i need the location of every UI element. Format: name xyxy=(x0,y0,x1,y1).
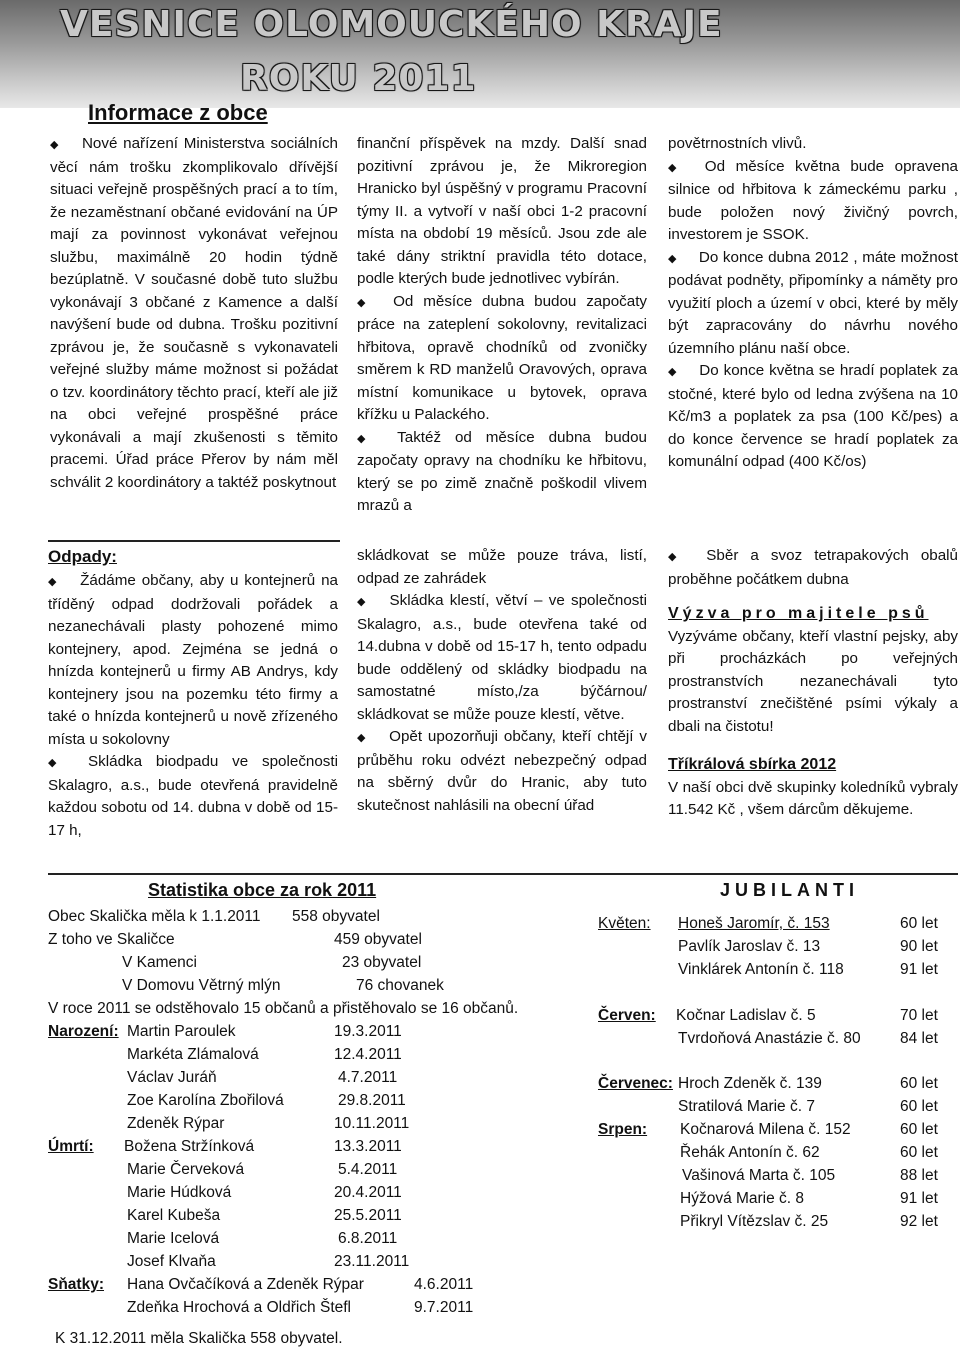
jubilee-age: 60 let xyxy=(900,1144,938,1161)
deaths-name: Božena Stržínková xyxy=(124,1138,255,1155)
info-paragraph-7: ◆ Do konce dubna 2012 , máte možnost podávat podněty, připomínky a náměty pro využití ploch a území v obci, které by měly být zapracovány do návrhu nového územního plánu naší obce. xyxy=(668,248,958,357)
jubilee-month: Květen: xyxy=(598,915,651,932)
jubilee-age: 90 let xyxy=(900,938,938,955)
bullet-icon: ◆ xyxy=(48,757,67,769)
page-title: VESNICE OLOMOUCKÉHO KRAJE xyxy=(60,4,723,45)
odpady-col-2 xyxy=(357,545,647,865)
jubilee-name: Kočnarová Milena č. 152 xyxy=(680,1121,851,1138)
weddings-date: 4.6.2011 xyxy=(414,1276,474,1293)
jubilee-age: 88 let xyxy=(900,1167,938,1184)
deaths-date: 5.4.2011 xyxy=(338,1161,398,1178)
jubilee-name: Přikryl Vítězslav č. 25 xyxy=(680,1213,829,1230)
jubilee-name: Pavlík Jaroslav č. 13 xyxy=(678,938,821,955)
jubilee-month: Srpen: xyxy=(598,1121,648,1138)
weddings-date: 9.7.2011 xyxy=(414,1299,474,1316)
jubilee-month: Červenec: xyxy=(598,1075,673,1092)
deaths-date: 25.5.2011 xyxy=(334,1207,402,1224)
stats-line: V Kamenci xyxy=(122,954,197,971)
bullet-icon: ◆ xyxy=(50,139,60,151)
info-paragraph-1: ◆ Nové nařízení Ministerstva sociálních věcí nám trošku zkomplikovalo dřívější situaci veřejně prospěšných prací a to tím, že nezaměstnaní občané evidování na ÚP mají za povinnost vykonávat veřejnou službu, maximálně 20 hodin týdně bezúplatně. V současné době tuto službu vykonávají 3 občané z Kamence a další navýšení bude od dubna. Trošku pozitivní zprávou je, že současně s vykonavateli veřejné služby máme možnost si požádat o tzv. koordinátory těchto prací, kteří ale již na obci veřejné prospěšné práce vykonávali a mají zkušenosti s těmito pracemi. Úřad práce Přerov by nám měl schválit 2 koordinátory a taktéž poskytnout xyxy=(50,135,338,491)
births-name: Václav Juráň xyxy=(127,1069,217,1086)
deaths-name: Karel Kubeša xyxy=(127,1207,221,1224)
jubilee-age: 91 let xyxy=(900,961,938,978)
info-paragraph-4: ◆ Taktéž od měsíce dubna budou započaty opravy na chodníku ke hřbitovu, který se po zimě značně poškodil vlivem mrazů a xyxy=(357,428,647,514)
dogs-paragraph: Vyzýváme občany, kteří vlastní pejsky, aby při procházkách po veřejných prostranstvích nezanechávali tyto prostranství znečištěné psími výkaly a dbali na čistotu! xyxy=(668,627,958,735)
stats-line: V Domovu Větrný mlýn xyxy=(122,977,281,994)
info-paragraph-3: ◆ Od měsíce dubna budou započaty práce na zateplení sokolovny, revitalizaci hřbitova, opravě chodníků od zvoničky směrem k RD manželů Oravových, oprava místní komunikace u bytovek, oprava křížku u Palackého. xyxy=(357,292,648,423)
weddings-name: Zdeňka Hrochová a Oldřich Štefl xyxy=(127,1299,351,1316)
page-subtitle: ROKU 2011 xyxy=(240,58,477,99)
bullet-icon: ◆ xyxy=(357,596,368,608)
deaths-date: 20.4.2011 xyxy=(334,1184,402,1201)
stats-value: 23 obyvatel xyxy=(342,954,422,971)
jubilee-age: 92 let xyxy=(900,1213,938,1230)
info-paragraph-6: ◆ Od měsíce května bude opravena silnice od hřbitova k zámeckému parku , bude položen nový živičný povrch, investorem je SSOK. xyxy=(668,157,958,243)
divider xyxy=(48,873,958,875)
jubilee-age: 84 let xyxy=(900,1030,938,1047)
odpady-paragraph-1: ◆ Žádáme občany, aby u kontejnerů na tříděný odpad dodržovali pořádek a nezanechávali plasty pohozené mimo kontejnery, apod. Zejména se jedná o hnízda kontejnerů u firmy AB Andrys, kdy kontejnery jsou na pozemku této firmy a také o hnízda kontejnerů u nově zřízeného místa u sokolovny xyxy=(48,572,338,748)
births-name: Markéta Zlámalová xyxy=(127,1046,259,1063)
info-paragraph-2: finanční příspěvek na mzdy. Další snad pozitivní zprávou je, že Mikroregion Hranicko byl úspěšný v programu Pracovní týmy II. a vytvoří v naší obci 1-2 pracovní místa na období 19 měsíců. Jsou zde ale také dány striktní pravidla této dotace, podle kterých bude jednotlivec vybírán. xyxy=(357,135,647,287)
odpady-col-3 xyxy=(668,545,958,875)
jubilee-age: 60 let xyxy=(900,1075,938,1092)
jubilee-name: Vinklárek Antonín č. 118 xyxy=(678,961,844,978)
stats-value: 558 obyvatel xyxy=(292,908,380,925)
info-paragraph-5: povětrnostních vlivů. xyxy=(668,135,807,152)
odpady-paragraph-4: ◆ Skládka klestí, větví – ve společnosti Skalagro, a.s., bude otevřena také od 14.dubna v době od 15-17 h, tento odpadu bude oddělený od skládky biodpadu na samostatné místo,/za býčárnou/ skládkovat se může pouze klestí, větve. xyxy=(357,592,647,723)
births-date: 29.8.2011 xyxy=(338,1092,406,1109)
stats-line: Z toho ve Skaličce xyxy=(48,931,175,948)
odpady-col-1 xyxy=(48,570,338,870)
bullet-icon: ◆ xyxy=(48,576,59,588)
births-date: 19.3.2011 xyxy=(334,1023,402,1040)
deaths-name: Marie Červeková xyxy=(127,1161,245,1178)
jubilee-name: Honeš Jaromír, č. 153 xyxy=(678,915,830,932)
info-title: Informace z obce xyxy=(88,100,268,125)
births-label: Narození: xyxy=(48,1023,119,1040)
collection-title: Tříkrálová sbírka 2012 xyxy=(668,756,837,773)
odpady-paragraph-2: ◆ Skládka biodpadu ve společnosti Skalagro, a.s., bude otevřená pravidelně každou sobotu od 14. dubna v době od 15-17 h, xyxy=(48,753,338,839)
jubilee-name: Vašinová Marta č. 105 xyxy=(682,1167,836,1184)
jubilee-age: 91 let xyxy=(900,1190,938,1207)
deaths-date: 23.11.2011 xyxy=(334,1253,410,1270)
stats-value: 76 chovanek xyxy=(356,977,444,994)
odpady-paragraph-5: ◆ Opět upozorňuji občany, kteří chtějí v průběhu roku odvézt nebezpečný odpad na sběrný dvůr do Hranic, aby tuto skutečnost nahlásili na obecní úřad xyxy=(357,728,647,814)
odpady-paragraph-3: skládkovat se může pouze tráva, listí, odpad ze zahrádek xyxy=(357,547,647,587)
divider xyxy=(48,540,340,542)
info-paragraph-8: ◆ Do konce května se hradí poplatek za stočné, které bylo od ledna zvýšena na 10 Kč/m3 a poplatek za psa (100 Kč/pes) a do konce července se hradí poplatek za komunální odpad (400 Kč/os) xyxy=(668,362,958,470)
births-date: 4.7.2011 xyxy=(338,1069,398,1086)
info-col-2 xyxy=(357,133,647,543)
bullet-icon: ◆ xyxy=(357,732,368,744)
jubilee-name: Řehák Antonín č. 62 xyxy=(680,1144,820,1161)
weddings-label: Sňatky: xyxy=(48,1276,104,1293)
deaths-name: Marie Icelová xyxy=(127,1230,220,1247)
births-date: 12.4.2011 xyxy=(334,1046,402,1063)
info-col-3 xyxy=(668,133,958,543)
bullet-icon: ◆ xyxy=(357,296,372,309)
deaths-label: Úmrtí: xyxy=(48,1138,94,1155)
odpady-title: Odpady: xyxy=(48,547,117,566)
info-col-1 xyxy=(50,133,338,543)
deaths-date: 13.3.2011 xyxy=(334,1138,402,1155)
odpady-paragraph-6: ◆ Sběr a svoz tetrapakových obalů proběhne počátkem dubna xyxy=(668,547,958,588)
births-name: Zdeněk Rýpar xyxy=(127,1115,225,1132)
bullet-icon: ◆ xyxy=(668,551,685,563)
jubilee-name: Hroch Zdeněk č. 139 xyxy=(678,1075,822,1092)
weddings-name: Hana Ovčačíková a Zdeněk Rýpar xyxy=(127,1276,364,1293)
births-date: 10.11.2011 xyxy=(334,1115,410,1132)
births-name: Martin Paroulek xyxy=(127,1023,236,1040)
jubilee-age: 60 let xyxy=(900,1121,938,1138)
bullet-icon: ◆ xyxy=(668,252,677,265)
bullet-icon: ◆ xyxy=(668,161,683,174)
collection-paragraph: V naší obci dvě skupinky koledníků vybraly 11.542 Kč , všem dárcům děkujeme. xyxy=(668,778,958,818)
births-name: Zoe Karolína Zbořilová xyxy=(127,1092,284,1109)
jubilee-name: Kočnar Ladislav č. 5 xyxy=(676,1007,816,1024)
jubilee-age: 70 let xyxy=(900,1007,938,1024)
jubilee-name: Hýžová Marie č. 8 xyxy=(680,1190,805,1207)
deaths-name: Josef Klvaňa xyxy=(127,1253,216,1270)
stats-value: 459 obyvatel xyxy=(334,931,422,948)
jubilee-name: Tvrdoňová Anastázie č. 80 xyxy=(678,1030,861,1047)
jubilee-age: 60 let xyxy=(900,915,938,932)
deaths-date: 6.8.2011 xyxy=(338,1230,398,1247)
deaths-name: Marie Húdková xyxy=(127,1184,232,1201)
bullet-icon: ◆ xyxy=(357,432,376,445)
jubilee-name: Stratilová Marie č. 7 xyxy=(678,1098,815,1115)
stats-line: Obec Skalička měla k 1.1.2011 xyxy=(48,908,261,925)
jubilee-age: 60 let xyxy=(900,1098,938,1115)
stats-title: Statistika obce za rok 2011 xyxy=(148,880,377,900)
jubilanti-title: JUBILANTI xyxy=(720,880,859,900)
stats-line: V roce 2011 se odstěhovalo 15 občanů a přistěhovalo se 16 občanů. xyxy=(48,1000,519,1017)
jubilee-month: Červen: xyxy=(598,1007,656,1024)
population-footer: K 31.12.2011 měla Skalička 558 obyvatel. xyxy=(55,1330,343,1347)
bullet-icon: ◆ xyxy=(668,366,678,378)
dogs-title: Výzva pro majitele psů xyxy=(668,605,929,622)
